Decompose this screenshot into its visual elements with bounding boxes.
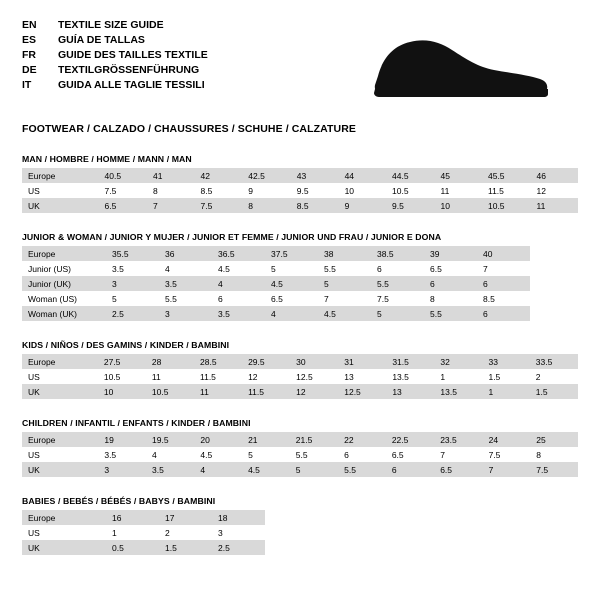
cell: 21 [242,432,290,447]
cell: 10 [98,384,146,399]
cell: 13.5 [392,371,409,382]
size-table-man [22,168,578,213]
cell: 1.5 [159,540,212,555]
row-label: Woman (US) [28,293,77,304]
cell: 39 [424,246,477,261]
cell: 0.5 [106,540,159,555]
row-label: Europe [22,510,106,525]
cell: 7 [324,293,329,304]
table-row [22,261,530,276]
size-group-babies [22,496,578,555]
cell: 8.5 [483,293,495,304]
cell: 5.5 [324,263,336,274]
language-code: ES [22,34,37,46]
cell: 9.5 [386,198,435,213]
cell: 7.5 [530,462,578,477]
cell: 44 [339,168,386,183]
size-table-children [22,432,578,477]
table-row [22,447,578,462]
table-row [22,510,265,525]
cell: 5 [248,449,253,460]
group-heading: KIDS / NIÑOS / DES GAMINS / KINDER / BAMBINI [22,340,230,350]
cell: 11 [440,185,450,196]
cell: 5 [318,276,371,291]
cell: 41 [147,168,194,183]
cell: 7 [483,263,488,274]
cell: 3.5 [112,263,124,274]
language-code: IT [22,79,32,91]
table-row [22,540,265,555]
table-row [22,369,578,384]
cell: 12 [536,185,546,196]
cell: 5.5 [338,462,386,477]
cell: 24 [483,432,531,447]
language-row [22,78,208,93]
group-heading: BABIES / BEBÉS / BÉBÉS / BABYS / BAMBINI [22,496,216,506]
size-group-kids [22,340,578,399]
cell: 1 [440,371,446,382]
row-label: Europe [22,246,106,261]
cell: 13 [386,384,434,399]
cell: 43 [291,168,339,183]
cell: 13 [344,371,354,382]
cell: 11 [151,371,161,382]
row-label: US [28,185,40,196]
cell: 8.5 [200,185,213,196]
header [22,18,578,107]
cell: 32 [434,354,482,369]
cell: 3.5 [104,449,117,460]
cell: 36.5 [212,246,265,261]
page-title: FOOTWEAR / CALZADO / CHAUSSURES / SCHUHE / CALZATURE [22,123,357,135]
language-text: GUÍA DE TALLAS [58,34,145,46]
language-text: GUIDA ALLE TAGLIE TESSILI [58,79,205,91]
cell: 6 [477,276,530,291]
cell: 45 [435,168,482,183]
cell: 5 [271,263,276,274]
row-label: UK [22,462,98,477]
size-group-man [22,154,578,213]
cell: 33.5 [530,354,578,369]
row-label: Junior (UK) [22,276,106,291]
cell: 28 [146,354,194,369]
group-heading: MAN / HOMBRE / HOMME / MANN / MAN [22,154,192,164]
table-row [22,198,578,213]
cell: 22 [338,432,386,447]
cell: 6 [386,462,434,477]
cell: 4 [194,462,242,477]
cell: 7 [147,198,194,213]
cell: 6 [477,306,530,321]
table-row [22,246,530,261]
cell: 27.5 [98,354,146,369]
cell: 4 [165,263,170,274]
row-label: UK [22,540,106,555]
cell: 1.5 [488,371,501,382]
cell: 4.5 [218,263,230,274]
cell: 5 [371,306,424,321]
cell: 1 [482,384,529,399]
cell: 3 [159,306,212,321]
cell: 3.5 [159,276,212,291]
cell: 7 [483,462,531,477]
cell: 4.5 [242,462,290,477]
cell: 5.5 [165,293,177,304]
cell: 1.5 [530,384,578,399]
language-text: TEXTILE SIZE GUIDE [58,19,164,31]
cell: 3 [218,527,223,538]
cell: 18 [212,510,265,525]
cell: 8.5 [291,198,339,213]
cell: 8 [430,293,435,304]
cell: 4.5 [318,306,371,321]
cell: 10.5 [482,198,531,213]
cell: 11.5 [487,185,504,196]
cell: 36 [159,246,212,261]
table-row [22,183,578,198]
cell: 13.5 [434,384,482,399]
cell: 10 [435,198,482,213]
size-table-babies [22,510,265,555]
language-row [22,18,208,33]
size-table-junior-woman [22,246,530,321]
group-heading: CHILDREN / INFANTIL / ENFANTS / KINDER / BAMBINI [22,418,251,428]
language-row [22,63,208,78]
cell: 3 [98,462,146,477]
cell: 12 [290,384,338,399]
cell: 11 [530,198,578,213]
cell: 3.5 [212,306,265,321]
language-row [22,48,208,63]
row-label: US [28,527,40,538]
table-row [22,291,530,306]
cell: 45.5 [482,168,531,183]
cell: 8 [153,185,158,196]
cell: 12.5 [338,384,386,399]
cell: 16 [106,510,159,525]
cell: 10.5 [103,371,121,382]
cell: 2.5 [106,306,159,321]
table-row [22,354,578,369]
dress-shoe-icon [370,32,550,107]
row-label: US [28,449,40,460]
cell: 6.5 [99,198,148,213]
cell: 21.5 [290,432,338,447]
cell: 2.5 [212,540,265,555]
cell: 5.5 [295,449,308,460]
cell: 6.5 [434,462,482,477]
cell: 3 [106,276,159,291]
cell: 8 [242,198,291,213]
cell: 31.5 [386,354,434,369]
cell: 42.5 [242,168,291,183]
language-row [22,33,208,48]
cell: 1 [112,527,117,538]
cell: 3.5 [146,462,194,477]
cell: 2 [535,371,541,382]
cell: 17 [159,510,212,525]
cell: 2 [165,527,170,538]
language-list-body [22,18,208,93]
language-text: TEXTILGRÖSSENFÜHRUNG [58,64,200,76]
table-row [22,432,578,447]
cell: 23.5 [434,432,482,447]
row-label: UK [22,384,98,399]
cell: 6 [344,449,349,460]
table-row [22,168,578,183]
cell: 7.5 [488,449,501,460]
cell: 46 [530,168,578,183]
cell: 7.5 [104,185,117,196]
cell: 38.5 [371,246,424,261]
cell: 28.5 [194,354,242,369]
cell: 19.5 [146,432,194,447]
cell: 30 [290,354,338,369]
cell: 33 [482,354,529,369]
table-row [22,525,265,540]
cell: 5 [290,462,338,477]
table-row [22,276,530,291]
cell: 4 [152,449,157,460]
row-label: Woman (UK) [22,306,106,321]
language-list [22,18,208,93]
cell: 4 [265,306,318,321]
cell: 5.5 [371,276,424,291]
cell: 4.5 [265,276,318,291]
language-code: DE [22,64,37,76]
size-group-children [22,418,578,477]
language-text: GUIDE DES TAILLES TEXTILE [58,49,208,61]
cell: 12.5 [296,371,313,382]
cell: 6 [424,276,477,291]
row-label: Europe [22,168,99,183]
cell: 44.5 [386,168,435,183]
cell: 31 [338,354,386,369]
row-label: Junior (US) [28,263,71,274]
cell: 6 [218,293,223,304]
cell: 42 [194,168,242,183]
cell: 5.5 [424,306,477,321]
table-row [22,306,530,321]
cell: 7.5 [377,293,389,304]
group-heading: JUNIOR & WOMAN / JUNIOR Y MUJER / JUNIOR ET FEMME / JUNIOR UND FRAU / JUNIOR E DONA [22,232,442,242]
cell: 4 [212,276,265,291]
cell: 7 [440,449,445,460]
language-code: EN [22,19,37,31]
cell: 35.5 [106,246,159,261]
cell: 10.5 [146,384,194,399]
cell: 40 [477,246,530,261]
cell: 25 [530,432,578,447]
cell: 8 [536,449,541,460]
cell: 10 [344,185,355,196]
row-label: Europe [22,432,98,447]
cell: 19 [98,432,146,447]
cell: 6 [377,263,382,274]
cell: 29.5 [242,354,290,369]
cell: 20 [194,432,242,447]
cell: 7.5 [194,198,242,213]
cell: 6.5 [430,263,442,274]
cell: 9 [248,185,254,196]
table-row [22,462,578,477]
cell: 6.5 [271,293,283,304]
cell: 22.5 [386,432,434,447]
cell: 38 [318,246,371,261]
size-group-junior-woman [22,232,578,321]
cell: 40.5 [99,168,148,183]
table-row [22,384,578,399]
row-label: UK [22,198,99,213]
cell: 11.5 [242,384,290,399]
language-code: FR [22,49,36,61]
cell: 4.5 [200,449,213,460]
cell: 11 [194,384,242,399]
size-table-kids [22,354,578,399]
cell: 9 [339,198,386,213]
cell: 37.5 [265,246,318,261]
cell: 5 [112,293,117,304]
cell: 10.5 [392,185,409,196]
row-label: US [28,371,40,382]
row-label: Europe [22,354,98,369]
cell: 12 [248,371,258,382]
cell: 9.5 [296,185,309,196]
cell: 6.5 [391,449,404,460]
cell: 11.5 [200,371,216,382]
